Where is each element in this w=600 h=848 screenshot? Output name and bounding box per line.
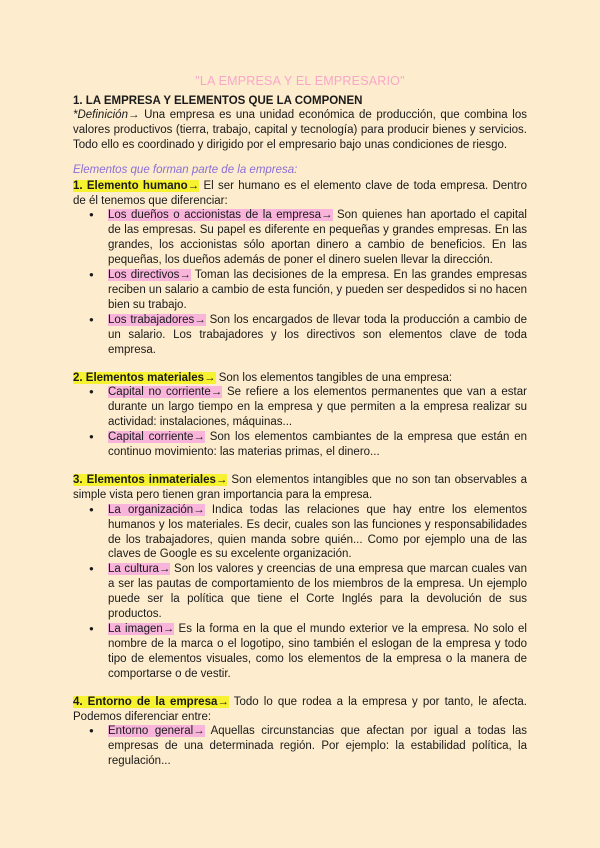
list-item [108, 313, 527, 358]
list-item [108, 268, 527, 313]
section-title: 4. Entorno de la empresa→ [73, 695, 229, 708]
list-item-text: Son los elementos cambiantes de la empresa que están en continuo movimiento: las materias primas, el dinero... [108, 431, 528, 459]
bullet-list [73, 724, 527, 769]
section-elementos-materiales [73, 371, 527, 460]
list-item-term: Capital corriente→ [108, 431, 205, 444]
bullet-list [73, 385, 527, 460]
list-item-term: Los directivos→ [108, 269, 191, 282]
list-item-text: Son los encargados de llevar toda la producción a cambio de un salario. Los trabajadores y los directivos son elementos clave de toda empresa. [108, 313, 527, 356]
list-item [108, 503, 527, 563]
section-intro [73, 179, 527, 209]
section-elemento-humano [73, 179, 527, 358]
list-item-term: La cultura→ [108, 563, 171, 576]
list-item-text: Toman las decisiones de la empresa. En las grandes empresas reciben un salario a cambio de esta función, y pueden ser despedidos si no hacen bien su trabajo. [108, 269, 528, 311]
document-title: "LA EMPRESA Y EL EMPRESARIO" [195, 74, 405, 88]
list-item-text: Son quienes han aportado el capital de las empresas. Su papel es diferente en pequeñas y grandes empresas. En las grandes, los accionistas sólo aportan dinero a cambio de beneficios. En las pequeñas, los dueños además de poner el dinero suelen llevar la dirección. [108, 209, 527, 267]
section-intro [73, 695, 527, 725]
section-intro [73, 473, 527, 503]
section-entorno-empresa [73, 695, 527, 770]
section-intro [73, 371, 527, 386]
elements-subheading: Elementos que forman parte de la empresa: [73, 163, 298, 176]
section-elementos-inmateriales [73, 473, 527, 682]
list-item-text: Indica todas las relaciones que hay entre los elementos humanos y los materiales. Es decir, cuales son las funciones y responsabilidades de los trabajadores, quien manda sobre quién... Como por ejemplo una de las claves de Google es su excelente organización. [108, 503, 527, 561]
section-title: 2. Elementos materiales→ [73, 371, 216, 384]
section-intro-text: Son los elementos tangibles de una empresa: [215, 371, 453, 384]
section-intro-text: Son elementos intangibles que no son tan observables a simple vista pero tienen gran importancia para la empresa. [73, 473, 527, 501]
list-item-text: Son los valores y creencias de una empresa que marcan cuales van a ser las pautas de comportamiento de los miembros de la empresa. Un ejemplo puede ser la política que tiene el Corte Inglés para la devolución de sus productos. [108, 563, 527, 621]
bullet-list [73, 503, 527, 682]
definition-label: *Definición→ [73, 109, 140, 121]
list-item-term: Los trabajadores→ [108, 313, 206, 326]
section-title: 1. Elemento humano→ [73, 179, 200, 192]
section-intro-text: El ser humano es el elemento clave de toda empresa. Dentro de él tenemos que diferenciar: [73, 179, 527, 207]
list-item-term: Entorno general→ [108, 725, 205, 738]
list-item [108, 562, 527, 622]
bullet-list [73, 208, 527, 357]
definition-paragraph [73, 108, 527, 153]
section-title: 3. Elementos inmateriales→ [73, 473, 228, 486]
list-item-term: La imagen→ [108, 623, 175, 635]
section-intro-text: Todo lo que rodea a la empresa y por tanto, le afecta. Podemos diferenciar entre: [73, 695, 528, 723]
list-item-text: Es la forma en la que el mundo exterior ve la empresa. No solo el nombre de la marca o el logotipo, sino también el eslogan de la empresa y todo tipo de elementos visuales, como los elementos de la empresa o la manera de comportarse o de vestir. [108, 623, 527, 680]
list-item [108, 724, 527, 769]
section-heading: 1. LA EMPRESA Y ELEMENTOS QUE LA COMPONEN [73, 95, 363, 107]
list-item [108, 430, 527, 460]
list-item-text: Aquellas circunstancias que afectan por igual a todas las empresas de una determinada región. Por ejemplo: la estabilidad política, la regulación... [108, 725, 527, 768]
list-item-term: La organización→ [108, 503, 205, 516]
list-item [108, 385, 527, 430]
list-item-text: Se refiere a los elementos permanentes que van a estar durante un largo tiempo en la empresa y que permiten a la empresa realizar su actividad: instalaciones, máquinas... [108, 386, 527, 429]
definition-text: Una empresa es una unidad económica de producción, que combina los valores productivos (tierra, trabajo, capital y tecnología) para producir bienes y servicios. Todo ello es coordinado y dirigido por el empresario bajo unas condiciones de riesgo. [73, 109, 527, 151]
list-item [108, 622, 527, 682]
list-item [108, 208, 527, 268]
list-item-term: Los dueños o accionistas de la empresa→ [108, 209, 333, 222]
list-item-term: Capital no corriente→ [108, 386, 223, 399]
